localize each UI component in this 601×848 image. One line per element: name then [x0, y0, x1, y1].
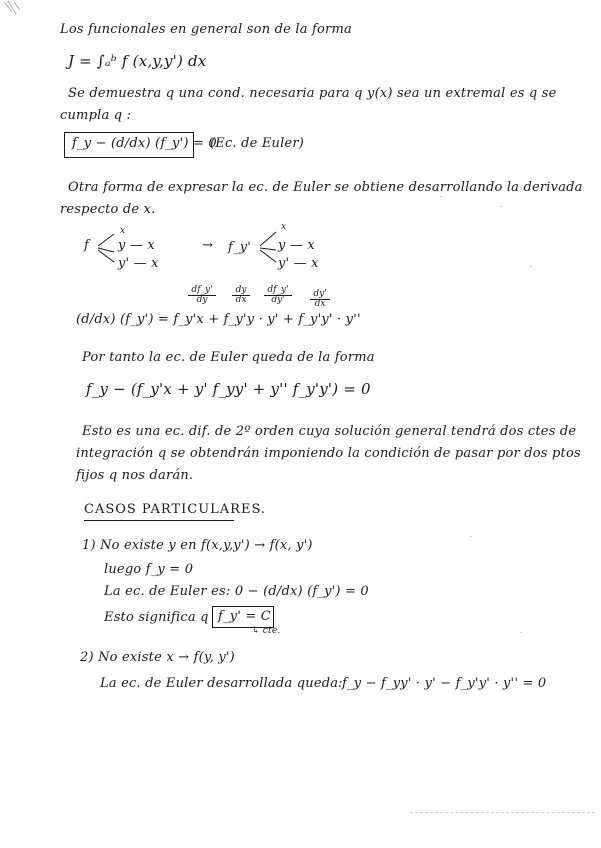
- other-form-line-1: Otra forma de expresar la ec. de Euler se obtiene desarrollando la derivada: [68, 180, 583, 195]
- case2-equation: f_y − f_yy' · y' − f_y'y' · y'' = 0: [342, 676, 547, 691]
- tree-right-branch-icon: [258, 228, 280, 266]
- functional-definition: J = ∫ₐᵇ f (x,y,y') dx: [68, 52, 207, 70]
- case1-line-a: luego f_y = 0: [104, 562, 194, 577]
- tree-left-branch-icon: [96, 230, 118, 266]
- cases-title-underline: [84, 520, 234, 521]
- case2-line-a: La ec. de Euler desarrollada queda:: [100, 676, 343, 691]
- euler-equation-label: (Ec. de Euler): [210, 136, 305, 151]
- case1-constant-note: ↳ cte.: [252, 626, 281, 636]
- over-fraction-1: df_y' dy: [188, 286, 216, 305]
- case1-result: f_y' = C: [218, 609, 271, 624]
- case1-heading: 1) No existe y en f(x,y,y') → f(x, y'): [82, 538, 313, 553]
- tree-arrow: →: [202, 238, 214, 253]
- over-fraction-4: dy' dx: [310, 290, 330, 309]
- tree-right-x: x: [281, 222, 287, 232]
- scan-speck: [530, 266, 532, 267]
- order-line-3: fijos q nos darán.: [76, 468, 194, 483]
- demo-line-1: Se demuestra q una cond. necesaria para q y(x) sea un extremal es q se: [68, 86, 557, 101]
- tree-left-f: f: [84, 238, 90, 253]
- over-fraction-2: dy dx: [232, 286, 250, 305]
- case1-line-b: La ec. de Euler es: 0 − (d/dx) (f_y') = 0: [104, 584, 369, 599]
- intro-line: Los funcionales en general son de la forma: [60, 22, 352, 37]
- tree-right-y: y — x: [278, 238, 315, 253]
- case1-line-c: Esto significa q: [104, 610, 209, 625]
- scan-speck: [440, 196, 442, 197]
- derivative-expansion: (d/dx) (f_y') = f_y'x + f_y'y · y' + f_y'y' · y'': [76, 312, 361, 327]
- corner-scribble-icon: [2, 0, 30, 22]
- scan-speck: [500, 206, 502, 207]
- order-line-1: Esto es una ec. dif. de 2º orden cuya solución general tendrá dos ctes de: [82, 424, 577, 439]
- tree-left-y: y — x: [118, 238, 155, 253]
- therefore-line: Por tanto la ec. de Euler queda de la forma: [82, 350, 375, 365]
- tree-left-yp: y' — x: [118, 256, 159, 271]
- tree-right-yp: y' — x: [278, 256, 319, 271]
- tree-right-fyp: f_y': [228, 240, 252, 255]
- euler-expanded-equation: f_y − (f_y'x + y' f_yy' + y'' f_y'y') = 0: [86, 380, 371, 398]
- euler-equation: f_y − (d/dx) (f_y') = 0: [72, 136, 217, 151]
- scan-speck: [520, 632, 522, 633]
- tree-left-x: x: [120, 226, 126, 236]
- case2-heading: 2) No existe x → f(y, y'): [80, 650, 235, 665]
- demo-line-2: cumpla q :: [60, 108, 132, 123]
- other-form-line-2: respecto de x.: [60, 202, 156, 217]
- over-fraction-3: df_y' dy': [264, 286, 292, 305]
- scan-edge-line: [410, 812, 595, 813]
- order-line-2: integración q se obtendrán imponiendo la condición de pasar por dos ptos: [76, 446, 581, 461]
- scan-speck: [470, 536, 472, 537]
- cases-title: CASOS PARTICULARES.: [84, 502, 267, 517]
